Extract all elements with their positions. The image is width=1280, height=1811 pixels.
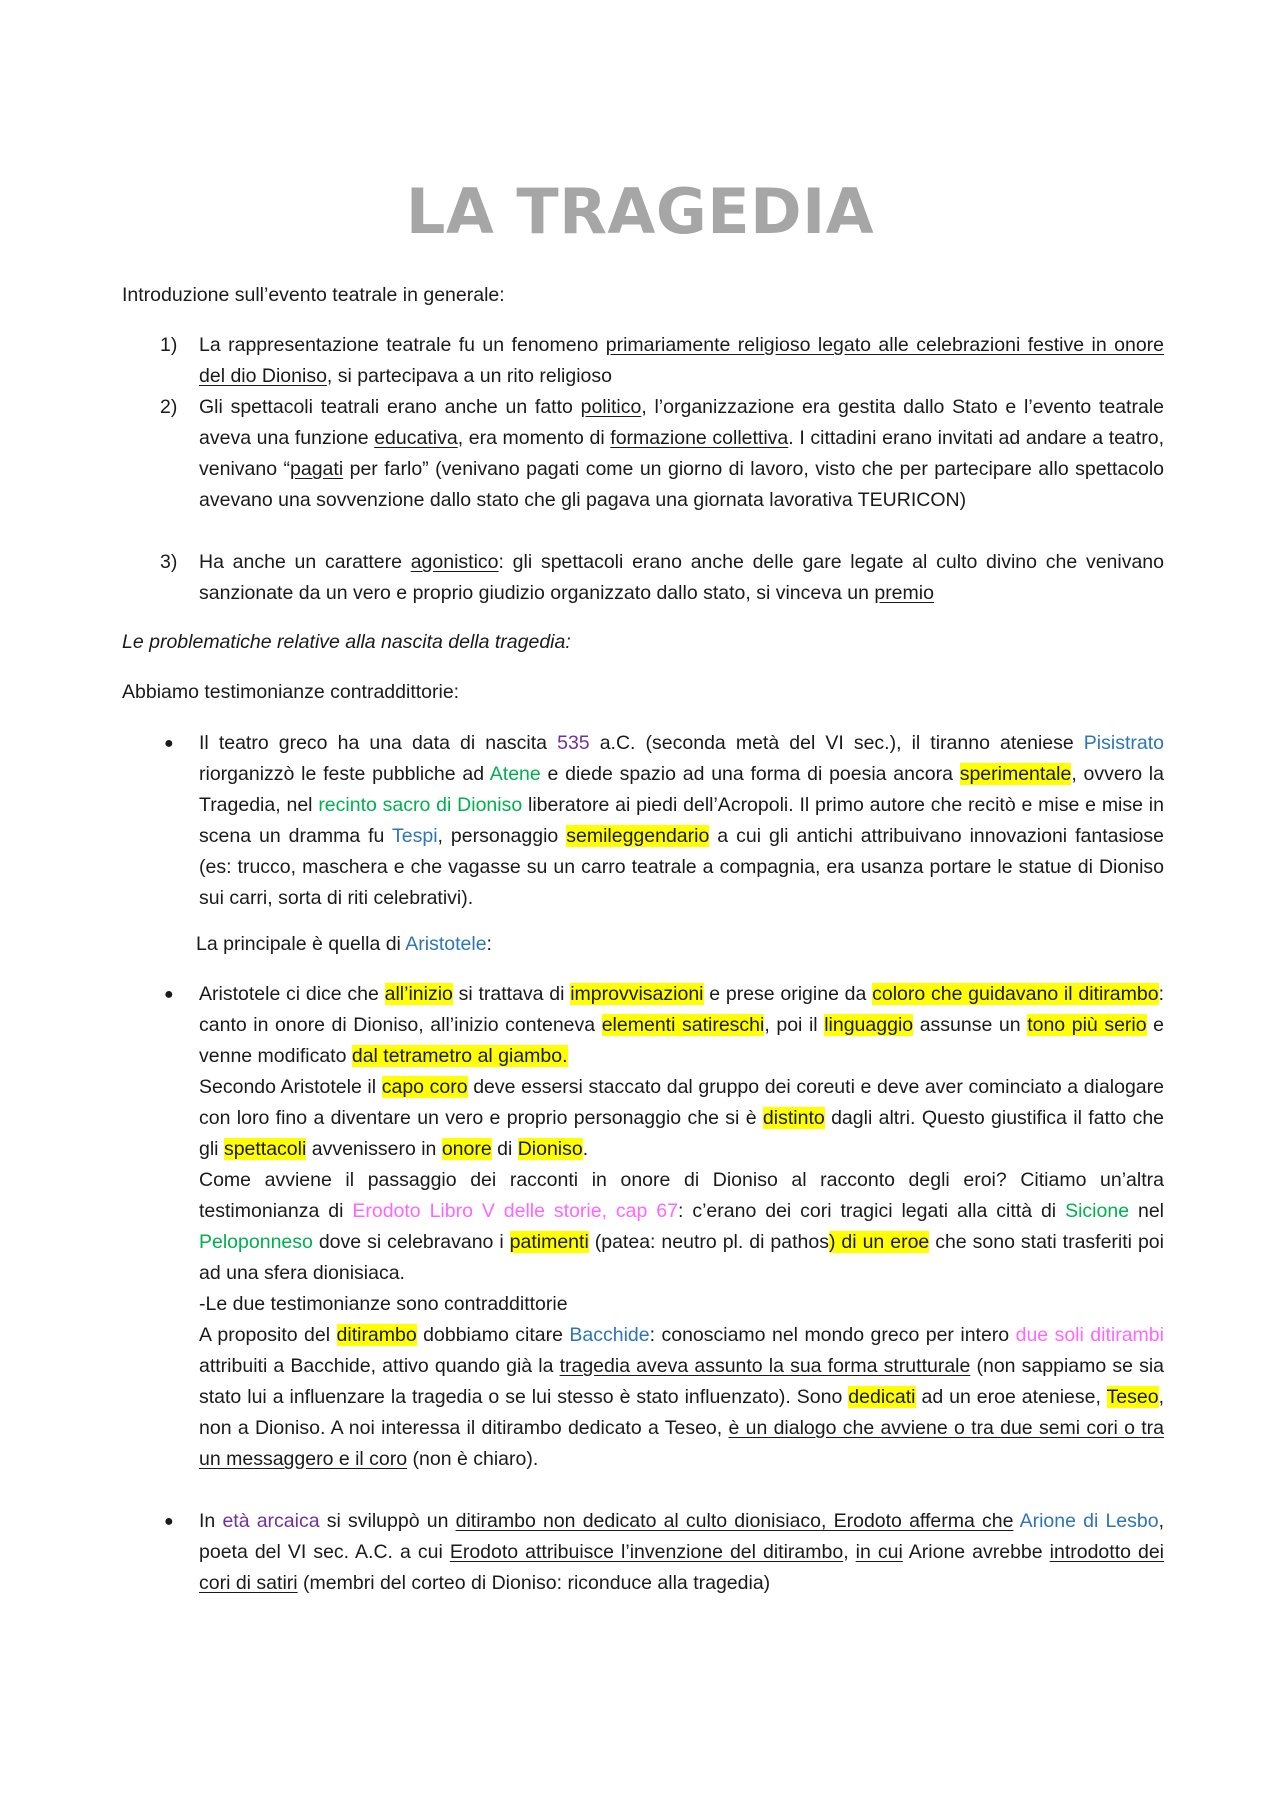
text-run: dove si celebravano i	[312, 1231, 510, 1253]
highlighted-text: improvvisazioni	[570, 983, 704, 1005]
testimonies-text: Abbiamo testimonianze contraddittorie:	[122, 681, 460, 703]
underlined-text: agonistico	[410, 551, 499, 573]
text-run: .	[582, 1138, 589, 1160]
text-run: Secondo Aristotele il	[199, 1076, 382, 1098]
text-run: La rappresentazione teatrale fu un fenomeno	[199, 334, 606, 356]
list-item-1	[122, 330, 1164, 392]
text-run: che sono stati trasferiti poi ad una sfera dionisiaca.	[199, 1231, 1164, 1284]
colored-text: età arcaica	[222, 1510, 320, 1532]
text-run: si trattava di	[452, 983, 571, 1005]
text-run: e venne modificato	[199, 1014, 1165, 1067]
text-run: si sviluppò un	[319, 1510, 456, 1532]
colored-text: recinto sacro di Dioniso	[318, 794, 523, 816]
list-item-3	[122, 547, 1164, 609]
bullet-item-text	[199, 1506, 1164, 1599]
text-run: : gli spettacoli erano anche delle gare legate al culto divino che venivano sanzionate da un vero e proprio giudizio organizzato dallo stato, si vinceva un	[199, 551, 1164, 604]
text-run: avvenissero in	[306, 1138, 442, 1160]
text-run: -Le due testimonianze sono contraddittorie	[199, 1293, 568, 1315]
text-run: liberatore ai piedi dell’Acropoli. Il primo autore che recitò e mise e mise in scena un dramma fu	[199, 794, 1164, 847]
highlighted-text: spettacoli	[223, 1138, 307, 1160]
highlighted-text: linguaggio	[824, 1014, 914, 1036]
text-run: nel	[1129, 1200, 1164, 1222]
paragraph	[199, 1165, 1164, 1289]
list-marker: 1)	[160, 334, 178, 356]
highlighted-text: elementi satireschi	[601, 1014, 765, 1036]
bullet-icon: ●	[164, 986, 174, 1003]
bullet-item-1	[122, 728, 1164, 914]
highlighted-text: distinto	[762, 1107, 825, 1129]
text-run: , era momento di	[457, 427, 611, 449]
highlighted-text: ditirambo	[336, 1324, 417, 1346]
underlined-text: introdotto dei cori di satiri	[199, 1541, 1165, 1594]
text-run: , poi il	[764, 1014, 825, 1036]
list-item-text	[199, 330, 1164, 392]
colored-text: Pisistrato	[1083, 732, 1164, 754]
list-item-text	[199, 392, 1164, 516]
bullet-item-text	[199, 979, 1164, 1475]
list-item-2	[122, 392, 1164, 516]
text-run: (non sappiamo se sia stato lui a influenzare la tragedia o se lui stesso è stato influenzato). Sono	[199, 1355, 1164, 1408]
text-run: (patea: neutro pl. di pathos	[588, 1231, 829, 1253]
highlighted-text: dal tetrametro al giambo.	[351, 1045, 568, 1067]
colored-text: Bacchide	[569, 1324, 650, 1346]
text-run: In	[199, 1510, 223, 1532]
highlighted-text: all’inizio	[384, 983, 453, 1005]
text-run: , l’organizzazione era gestita dallo Stato e l’evento teatrale aveva una funzione	[199, 396, 1164, 449]
underlined-text: formazione collettiva	[610, 427, 789, 449]
text-run: di	[491, 1138, 518, 1160]
text-run: a.C. (seconda metà del VI sec.), il tiranno ateniese	[589, 732, 1084, 754]
highlighted-text: dedicati	[848, 1386, 916, 1408]
underlined-text: ditirambo non dedicato al culto dionisiaco, Erodoto afferma che	[455, 1510, 1014, 1532]
highlighted-text: onore	[441, 1138, 492, 1160]
highlighted-text: coloro che guidavano il ditirambo	[872, 983, 1159, 1005]
paragraph	[199, 1072, 1164, 1165]
bullet-item-text	[199, 728, 1164, 914]
text-run: (membri del corteo di Dioniso: riconduce alla tragedia)	[297, 1572, 771, 1594]
text-run: :	[486, 933, 492, 955]
text-run: deve essersi staccato dal gruppo dei coreuti e deve aver cominciato a dialogare con loro fino a diventare un vero e proprio personaggio che si è	[199, 1076, 1164, 1129]
text-run: , poeta del VI sec. A.C. a cui	[199, 1510, 1165, 1563]
text-run: a cui gli antichi attribuivano innovazioni fantasiose (es: trucco, maschera e che vagasse su un carro teatrale a compagnia, era usanza portare le statue di Dioniso sui carri, sorta di riti celebrativi).	[199, 825, 1164, 909]
bullet-item-2	[122, 979, 1164, 1475]
underlined-text: primariamente religioso legato alle celebrazioni festive in onore del dio Dioniso	[199, 334, 1165, 387]
text-run: Il teatro greco ha una data di nascita	[199, 732, 558, 754]
text-run: assunse un	[913, 1014, 1028, 1036]
highlighted-text: capo coro	[381, 1076, 468, 1098]
text-run: Come avviene il passaggio dei racconti in onore di Dioniso al racconto degli eroi? Citiamo un’altra testimonianza di	[199, 1169, 1164, 1222]
section-heading: Le problematiche relative alla nascita della tragedia:	[122, 631, 571, 653]
highlighted-text: semileggendario	[566, 825, 710, 847]
colored-text: Arione di Lesbo	[1019, 1510, 1159, 1532]
colored-text: Erodoto Libro V delle storie, cap 67	[352, 1200, 678, 1222]
text-run: Arione avrebbe	[902, 1541, 1050, 1563]
colored-text: Peloponneso	[199, 1231, 313, 1253]
text-run: attribuiti a Bacchide, attivo quando già la	[199, 1355, 560, 1377]
colored-text: 535	[557, 732, 590, 754]
text-run: riorganizzò le feste pubbliche ad	[199, 763, 490, 785]
text-run: ,	[843, 1541, 856, 1563]
text-run: , non a Dioniso. A noi interessa il ditirambo dedicato a Teseo,	[199, 1386, 1164, 1439]
colored-text: Tespi	[392, 825, 438, 847]
text-run: ad un eroe ateniese,	[915, 1386, 1107, 1408]
underlined-text: in cui	[855, 1541, 903, 1563]
text-run: , ovvero la Tragedia, nel	[199, 763, 1164, 816]
text-run: dagli altri. Questo giustifica il fatto che gli	[199, 1107, 1165, 1160]
bullet-icon: ●	[164, 1513, 174, 1530]
text-run: : c’erano dei cori tragici legati alla città di	[678, 1200, 1066, 1222]
text-run: : conosciamo nel mondo greco per intero	[649, 1324, 1016, 1346]
paragraph	[199, 1320, 1164, 1475]
colored-text: Sicione	[1065, 1200, 1130, 1222]
text-run: Ha anche un carattere	[199, 551, 411, 573]
text-run: Gli spettacoli teatrali erano anche un fatto	[199, 396, 581, 418]
highlighted-text: ) di un eroe	[828, 1231, 930, 1253]
underlined-text: tragedia aveva assunto la sua forma strutturale	[559, 1355, 971, 1377]
paragraph	[199, 1289, 1164, 1320]
text-run: e diede spazio ad una forma di poesia ancora	[540, 763, 960, 785]
bullet-item-3	[122, 1506, 1164, 1599]
text-run: e prese origine da	[703, 983, 873, 1005]
text-run: Aristotele ci dice che	[199, 983, 385, 1005]
highlighted-text: Dioniso	[517, 1138, 583, 1160]
text-run: : canto in onore di Dioniso, all’inizio conteneva	[199, 983, 1164, 1036]
list-item-text	[199, 547, 1164, 609]
underlined-text: Erodoto attribuisce l’invenzione del ditirambo	[449, 1541, 844, 1563]
colored-text: Atene	[489, 763, 541, 785]
colored-text: Aristotele	[405, 933, 487, 955]
highlighted-text: Teseo	[1106, 1386, 1159, 1408]
list-marker: 2)	[160, 396, 178, 418]
text-run: (non è chiaro).	[407, 1448, 539, 1470]
highlighted-text: tono più serio	[1027, 1014, 1147, 1036]
underlined-text: premio	[874, 582, 934, 604]
colored-text: due soli ditirambi	[1015, 1324, 1164, 1346]
underlined-text: politico	[580, 396, 642, 418]
underlined-text: educativa	[374, 427, 458, 449]
underlined-text: pagati	[290, 458, 344, 480]
text-run: , si partecipava a un rito religioso	[326, 365, 612, 387]
highlighted-text: patimenti	[509, 1231, 589, 1253]
page-title: LA TRAGEDIA	[405, 175, 875, 248]
text-run: dobbiamo citare	[416, 1324, 570, 1346]
underlined-text: è un dialogo che avviene o tra due semi cori o tra un messaggero e il coro	[199, 1417, 1164, 1470]
bullet-icon: ●	[164, 735, 174, 752]
text-run: A proposito del	[199, 1324, 337, 1346]
text-run: La principale è quella di	[196, 933, 406, 955]
text-run: , personaggio	[437, 825, 567, 847]
principal-line	[196, 929, 1156, 960]
text-run: . I cittadini erano invitati ad andare a teatro, venivano “	[199, 427, 1164, 480]
text-run: per farlo” (venivano pagati come un giorno di lavoro, visto che per partecipare allo spettacolo avevano una sovvenzione dallo stato che gli pagava una giornata lavorativa TEURICON)	[199, 458, 1165, 511]
intro-text: Introduzione sull’evento teatrale in generale:	[122, 284, 505, 306]
list-marker: 3)	[160, 551, 178, 573]
paragraph	[199, 979, 1164, 1072]
highlighted-text: sperimentale	[959, 763, 1072, 785]
